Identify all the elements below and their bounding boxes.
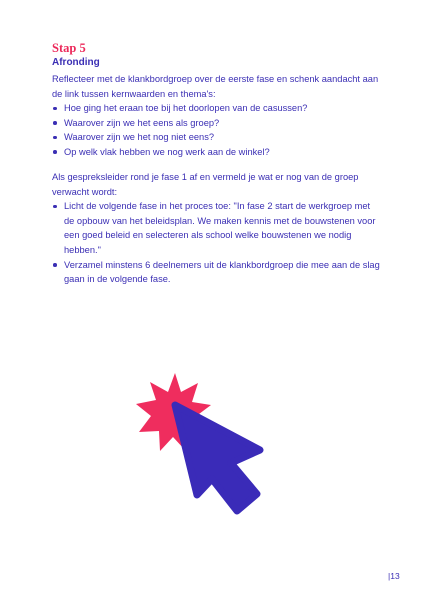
list-item [52,101,382,116]
list-item [52,258,382,287]
section-title: Afronding [52,57,100,68]
bullet-icon [53,205,57,209]
wrap-up-intro: Als gespreksleider rond je fase 1 af en vermeld je wat er nog van de groep verwacht wordt: [52,172,359,197]
cursor-with-burst-icon [130,370,290,520]
list-item-text: Hoe ging het eraan toe bij het doorlopen van de casussen? [64,103,308,114]
cursor-arrow-shape [175,405,260,511]
list-item-text: Op welk vlak hebben we nog werk aan de winkel? [64,146,270,157]
bullet-icon [53,107,57,111]
list-item [52,130,382,145]
list-item-text: Verzamel minstens 6 deelnemers uit de klankbordgroep die mee aan de slag gaan in de volgende fase. [64,259,380,285]
list-item-text: Waarover zijn we het nog niet eens? [64,132,215,143]
list-item-text: Licht de volgende fase in het proces toe: "In fase 2 start de werkgroep met de opbouw van het beleidsplan. We maken kennis met de bouwstenen voor een goed beleid en selecteren als school welke bouwstenen we nodig hebben." [64,201,376,255]
step-title: Stap 5 [52,41,86,55]
wrap-up-actions-list [52,199,382,287]
list-item-text: Waarover zijn we het eens als groep? [64,117,220,128]
list-item [52,116,382,131]
reflection-intro: Reflecteer met de klankbordgroep over de eerste fase en schenk aandacht aan de link tussen kernwaarden en thema's: [52,74,379,99]
reflection-block [52,72,382,160]
page-number-divider: | [388,571,391,581]
list-item [52,145,382,160]
bullet-icon [53,150,57,154]
reflection-questions-list [52,101,382,159]
bullet-icon [53,121,57,125]
page-number [388,571,400,581]
bullet-icon [53,263,57,267]
wrap-up-block [52,170,382,287]
bullet-icon [53,136,57,140]
page-number-value: 13 [390,571,400,581]
list-item [52,199,382,257]
